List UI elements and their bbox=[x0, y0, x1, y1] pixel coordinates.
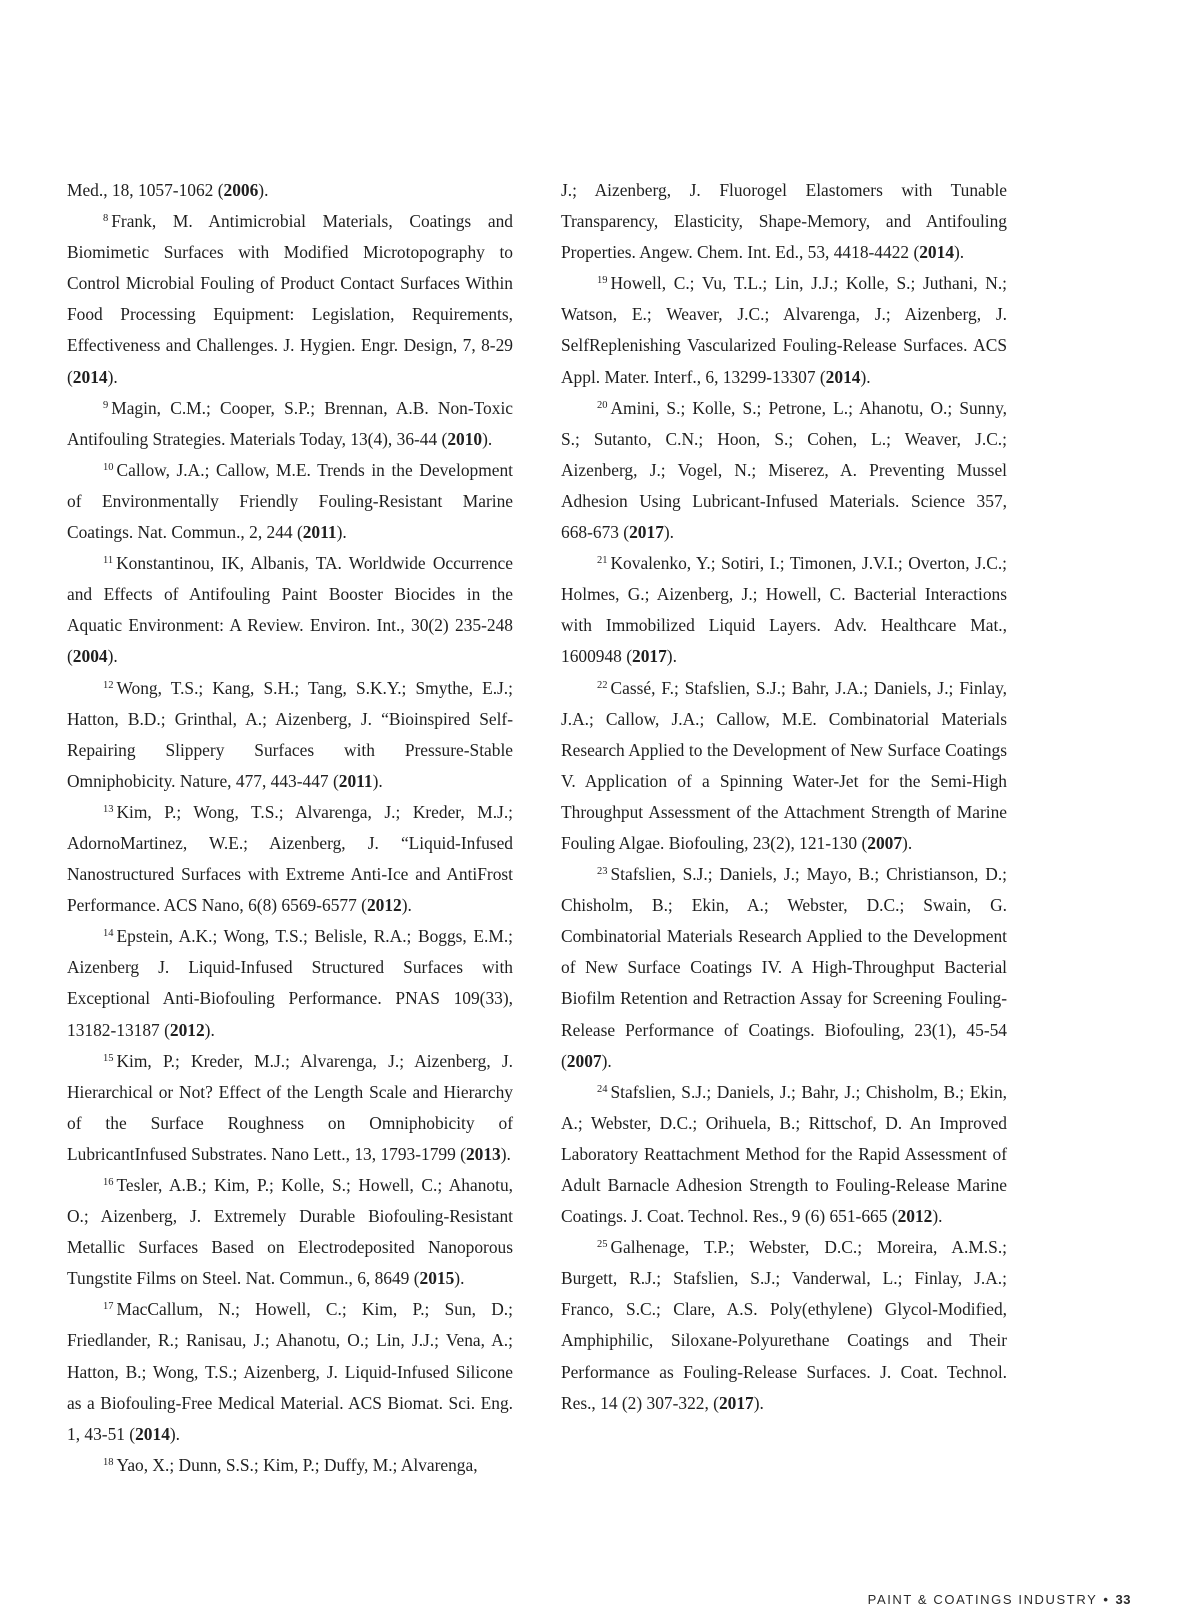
references-right-column bbox=[561, 175, 1007, 1419]
reference-11: $^{11}$ Konstantinou, IK, Albanis, TA. Worldwide Occurrence and Effects of Antifouling Paint Booster Biocides in the Aquatic Environment: A Review. Environ. Int., 30(2) 235-248 (2004). bbox=[67, 553, 513, 667]
reference-20: $^{20}$ Amini, S.; Kolle, S.; Petrone, L.; Ahanotu, O.; Sunny, S.; Sutanto, C.N.; Hoon, S.; Cohen, L.; Weaver, J.C.; Aizenberg, J.; Vogel, N.; Miserez, A. Preventing Mussel Adhesion Using Lubricant-Infused Materials. Science 357, 668-673 (2017). bbox=[561, 397, 1007, 543]
reference-15: $^{15}$ Kim, P.; Kreder, M.J.; Alvarenga, J.; Aizenberg, J. Hierarchical or Not? Effect of the Length Scale and Hierarchy of the Surface Roughness on Omniphobicity of LubricantInfused Substrates. Nano Lett., 13, 1793-1799 (2013). bbox=[67, 1050, 513, 1164]
page-footer bbox=[868, 1592, 1131, 1607]
page-number: 33 bbox=[1115, 1592, 1131, 1607]
reference-14: $^{14}$ Epstein, A.K.; Wong, T.S.; Belisle, R.A.; Boggs, E.M.; Aizenberg J. Liquid-Infused Structured Surfaces with Exceptional Anti-Biofouling Performance. PNAS 109(33), 13182-13187 (2012). bbox=[67, 926, 513, 1040]
references-left-column bbox=[67, 175, 513, 1481]
reference-18-continuation: J.; Aizenberg, J. Fluorogel Elastomers with Tunable Transparency, Elasticity, Shape-Memory, and Antifouling Properties. Angew. Chem. Int. Ed., 53, 4418-4422 (2014). bbox=[561, 180, 1007, 263]
reference-18: $^{18}$ Yao, X.; Dunn, S.S.; Kim, P.; Duffy, M.; Alvarenga, bbox=[103, 1454, 478, 1475]
reference-25: $^{25}$ Galhenage, T.P.; Webster, D.C.; Moreira, A.M.S.; Burgett, R.J.; Stafslien, S.J.; Vanderwal, L.; Finlay, J.A.; Franco, S.C.; Clare, A.S. Poly(ethylene) Glycol-Modified, Amphiphilic, Siloxane-Polyurethane Coatings and Their Performance as Fouling-Release Surfaces. J. Coat. Technol. Res., 14 (2) 307-322, (2017). bbox=[561, 1237, 1007, 1413]
reference-12: $^{12}$ Wong, T.S.; Kang, S.H.; Tang, S.K.Y.; Smythe, E.J.; Hatton, B.D.; Grinthal, A.; Aizenberg, J. “Bioinspired Self-Repairing Slippery Surfaces with Pressure-Stable Omniphobicity. Nature, 477, 443-447 (2011). bbox=[67, 677, 513, 791]
footer-separator: • bbox=[1103, 1592, 1110, 1607]
reference-24: $^{24}$ Stafslien, S.J.; Daniels, J.; Bahr, J.; Chisholm, B.; Ekin, A.; Webster, D.C.; Orihuela, B.; Rittschof, D. An Improved Laboratory Reattachment Method for the Rapid Assessment of Adult Barnacle Adhesion Strength to Fouling-Release Marine Coatings. J. Coat. Technol. Res., 9 (6) 651-665 (2012). bbox=[561, 1081, 1007, 1227]
reference-22: $^{22}$ Cassé, F.; Stafslien, S.J.; Bahr, J.A.; Daniels, J.; Finlay, J.A.; Callow, J.A.; Callow, M.E. Combinatorial Materials Research Applied to the Development of New Surface Coatings V. Application of a Spinning Water-Jet for the Semi-High Throughput Assessment of the Attachment Strength of Marine Fouling Algae. Biofouling, 23(2), 121-130 (2007). bbox=[561, 677, 1007, 853]
reference-10: $^{10}$ Callow, J.A.; Callow, M.E. Trends in the Development of Environmentally Friendly Fouling-Resistant Marine Coatings. Nat. Commun., 2, 244 (2011). bbox=[67, 459, 513, 543]
reference-21: $^{21}$ Kovalenko, Y.; Sotiri, I.; Timonen, J.V.I.; Overton, J.C.; Holmes, G.; Aizenberg, J.; Howell, C. Bacterial Interactions with Immobilized Liquid Layers. Adv. Healthcare Mat., 1600948 (2017). bbox=[561, 553, 1007, 667]
reference-9: $^9$ Magin, C.M.; Cooper, S.P.; Brennan, A.B. Non-Toxic Antifouling Strategies. Materials Today, 13(4), 36-44 (2010). bbox=[67, 397, 513, 449]
reference-8: $^8$ Frank, M. Antimicrobial Materials, Coatings and Biomimetic Surfaces with Modified Microtopography to Control Microbial Fouling of Product Contact Surfaces Within Food Processing Equipment: Legislation, Requirements, Effectiveness and Challenges. J. Hygien. Engr. Design, 7, 8-29 (2014). bbox=[67, 211, 513, 387]
publication-name: PAINT & COATINGS INDUSTRY bbox=[867, 1592, 1098, 1607]
reference-23: $^{23}$ Stafslien, S.J.; Daniels, J.; Mayo, B.; Christianson, D.; Chisholm, B.; Ekin, A.; Webster, D.C.; Swain, G. Combinatorial Materials Research Applied to the Development of New Surface Coatings IV. A High-Throughput Bacterial Biofilm Retention and Retraction Assay for Screening Fouling-Release Performance of Coatings. Biofouling, 23(1), 45-54 (2007). bbox=[561, 864, 1007, 1071]
reference-16: $^{16}$ Tesler, A.B.; Kim, P.; Kolle, S.; Howell, C.; Ahanotu, O.; Aizenberg, J. Extremely Durable Biofouling-Resistant Metallic Surfaces Based on Electrodeposited Nanoporous Tungstite Films on Steel. Nat. Commun., 6, 8649 (2015). bbox=[67, 1175, 513, 1289]
reference-13: $^{13}$ Kim, P.; Wong, T.S.; Alvarenga, J.; Kreder, M.J.; AdornoMartinez, W.E.; Aizenberg, J. “Liquid-Infused Nanostructured Surfaces with Extreme Anti-Ice and AntiFrost Performance. ACS Nano, 6(8) 6569-6577 (2012). bbox=[67, 801, 513, 916]
reference-continuation: Med., 18, 1057-1062 (2006). bbox=[67, 180, 269, 200]
reference-19: $^{19}$ Howell, C.; Vu, T.L.; Lin, J.J.; Kolle, S.; Juthani, N.; Watson, E.; Weaver, J.C.; Alvarenga, J.; Aizenberg, J. SelfReplenishing Vascularized Fouling-Release Surfaces. ACS Appl. Mater. Interf., 6, 13299-13307 (2014). bbox=[561, 273, 1007, 387]
reference-17: $^{17}$ MacCallum, N.; Howell, C.; Kim, P.; Sun, D.; Friedlander, R.; Ranisau, J.; Ahanotu, O.; Lin, J.J.; Vena, A.; Hatton, B.; Wong, T.S.; Aizenberg, J. Liquid-Infused Silicone as a Biofouling-Free Medical Material. ACS Biomat. Sci. Eng. 1, 43-51 (2014). bbox=[67, 1299, 513, 1444]
